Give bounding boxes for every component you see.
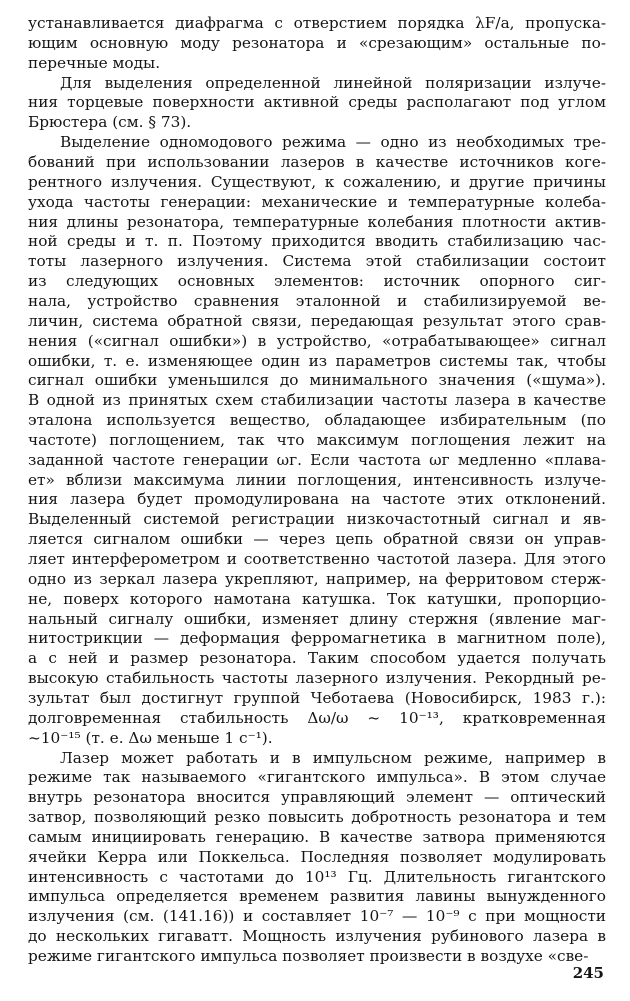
text-line: бований при использовании лазеров в качестве источников коге- — [28, 153, 606, 171]
text-line: ухода частоты генерации: механические и температурные колеба- — [28, 192, 606, 211]
text-line: ляется сигналом ошибки — через цепь обратной связи он управ- — [28, 530, 606, 549]
text-line: ной среды и т. п. Поэтому приходится вводить стабилизацию час- — [28, 232, 606, 251]
text-line: до нескольких гигаватт. Мощность излучения рубинового лазера в — [28, 927, 606, 946]
text-line: затвор, позволяющий резко повысить добротность резонатора и тем — [28, 808, 606, 826]
text-line: Для выделения определенной линейной поляризации излуче- — [60, 73, 606, 92]
text-line: долговременная стабильность Δω/ω ~ 10⁻¹³, кратковременная — [28, 708, 606, 727]
text-line: Брюстера (см. § 73). — [28, 113, 192, 132]
text-line: рентного излучения. Существуют, к сожалению, и другие причины — [28, 172, 606, 191]
text-line: ошибки, т. е. изменяющее один из параметров системы так, чтобы — [28, 351, 606, 370]
text-line: Выделенный системой регистрации низкочастотный сигнал и яв- — [28, 510, 606, 529]
text-line: а с ней и размер резонатора. Таким способом удается получать — [28, 649, 606, 668]
text-line: заданной частоте генерации ωг. Если частота ωг медленно «плава- — [28, 450, 606, 469]
text-line: из следующих основных элементов: источник опорного сиг- — [28, 272, 606, 291]
text-line: В одной из принятых схем стабилизации частоты лазера в качестве — [28, 391, 606, 410]
text-line: частоте) поглощением, так что максимум поглощения лежит на — [28, 430, 606, 449]
text-line: внутрь резонатора вносится управляющий элемент — оптический — [28, 788, 606, 807]
text-line: излучения (см. (141.16)) и составляет 10⁻⁷ — 10⁻⁹ с при мощности — [28, 907, 606, 926]
text-line: ет» вблизи максимума линии поглощения, интенсивность излуче- — [28, 470, 606, 489]
text-line: нальный сигналу ошибки, изменяет длину стержня (явление маг- — [28, 609, 606, 628]
text-line: нитострикции — деформация ферромагнетика в магнитном поле), — [28, 629, 606, 648]
text-line: перечные моды. — [28, 53, 161, 72]
text-line: режиме гигантского импульса позволяет произвести в воздухе «све- — [28, 947, 589, 965]
text-line: ния лазера будет промодулирована на частоте этих отклонений. — [28, 490, 606, 509]
text-line: ~10⁻¹⁵ (т. е. Δω меньше 1 с⁻¹). — [28, 728, 273, 747]
text-line: интенсивность с частотами до 10¹³ Гц. Длительность гигантского — [28, 867, 606, 886]
text-line: ния торцевые поверхности активной среды располагают под углом — [28, 93, 606, 112]
text-line: высокую стабильность частоты лазерного излучения. Рекордный ре- — [28, 669, 606, 688]
text-line: ния длины резонатора, температурные колебания плотности актив- — [28, 212, 606, 231]
text-line: ющим основную моду резонатора и «срезающим» остальные по- — [28, 33, 606, 52]
text-line: нала, устройство сравнения эталонной и стабилизируемой ве- — [28, 291, 606, 310]
text-line: ляет интерферометром и соответственно частотой лазера. Для этого — [28, 550, 606, 568]
text-line: Выделение одномодового режима — одно из необходимых тре- — [60, 133, 606, 152]
text-line: нения («сигнал ошибки») в устройство, «отрабатывающее» сигнал — [28, 331, 606, 350]
text-line: устанавливается диафрагма с отверстием порядка λF/a, пропуска- — [28, 14, 606, 32]
text-line: ячейки Керра или Поккельса. Последняя позволяет модулировать — [28, 847, 606, 866]
text-line: эталона используется вещество, обладающее избирательным (по — [28, 411, 606, 429]
text-line: зультат был достигнут группой Чеботаева (Новосибирск, 1983 г.): — [28, 688, 606, 707]
text-line: не, поверх которого намотана катушка. Ток катушки, пропорцио- — [28, 589, 606, 608]
text-line: Лазер может работать и в импульсном режиме, например в — [60, 748, 606, 767]
text-line: импульса определяется временем развития лавины вынужденного — [28, 887, 606, 906]
text-line: режиме так называемого «гигантского импульса». В этом случае — [28, 768, 606, 787]
text-line: самым инициировать генерацию. В качестве затвора применяются — [28, 827, 606, 846]
page-number: 245 — [572, 964, 604, 982]
text-line: сигнал ошибки уменьшился до минимального значения («шума»). — [28, 371, 606, 390]
text-line: личин, система обратной связи, передающая результат этого срав- — [28, 311, 606, 330]
text-line: тоты лазерного излучения. Система этой стабилизации состоит — [28, 252, 606, 271]
text-line: одно из зеркал лазера укрепляют, например, на ферритовом стерж- — [28, 569, 606, 588]
